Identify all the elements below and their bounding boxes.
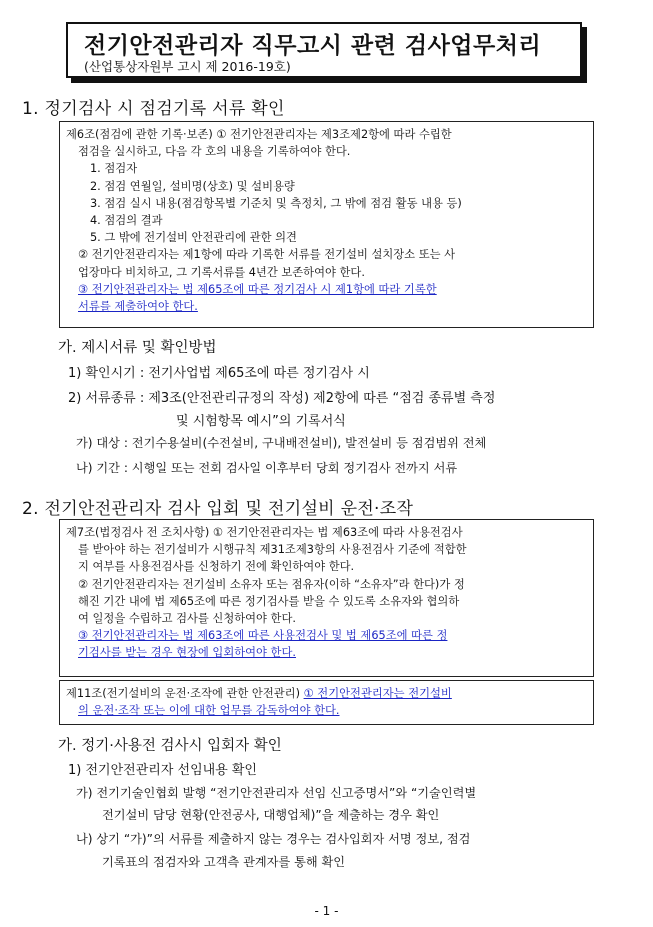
title-box (66, 22, 582, 78)
regulation-line-highlight: ③ 전기안전관리자는 법 제65조에 따른 정기검사 시 제1항에 따라 기록한 (78, 282, 437, 296)
page-subtitle: (산업통상자원부 고시 제 2016-19호) (84, 59, 291, 74)
section-2-item: 전기설비 담당 현황(안전공사, 대행업체)”을 제출하는 경우 확인 (102, 808, 440, 822)
regulation-line: 를 받아야 하는 전기설비가 시행규칙 제31조제3항의 사용전검사 기준에 적합한 (78, 543, 467, 557)
regulation-line: 점검을 실시하고, 다음 각 호의 내용을 기록하여야 한다. (78, 145, 351, 159)
page-number: - 1 - (314, 904, 339, 918)
regulation-line: 제11조(전기설비의 운전·조작에 관한 안전관리) (66, 687, 304, 700)
section-1-item: 및 시험항목 예시”의 기록서식 (176, 414, 346, 429)
regulation-line: 업장마다 비치하고, 그 기록서류를 4년간 보존하여야 한다. (78, 265, 365, 279)
regulation-line: 1. 점검자 (90, 162, 138, 176)
section-2-item: 가) 전기기술인협회 발행 “전기안전관리자 선임 신고증명서”와 “기술인력별 (76, 786, 477, 800)
regulation-line: 지 여부를 사용전검사를 신청하기 전에 확인하여야 한다. (78, 560, 355, 574)
regulation-line-highlight: ③ 전기안전관리자는 법 제63조에 따른 사용전검사 및 법 제65조에 따른 정 (78, 629, 448, 643)
regulation-line: 2. 점검 연월일, 설비명(상호) 및 설비용량 (90, 179, 295, 193)
section-1-regulation-box (59, 121, 594, 328)
regulation-line: 4. 점검의 결과 (90, 214, 163, 228)
section-2-regulation-box-1 (59, 519, 594, 677)
section-1-item: 나) 기간 : 시행일 또는 전회 검사일 이후부터 당회 정기검사 전까지 서류 (76, 461, 458, 475)
regulation-line-highlight: 서류를 제출하여야 한다. (78, 300, 198, 314)
section-1-title: 1. 정기검사 시 점검기록 서류 확인 (22, 99, 285, 119)
section-2-item: 나) 상기 “가)”의 서류를 제출하지 않는 경우는 검사입회자 서명 정보, 점검 (76, 832, 471, 846)
regulation-line: 제6조(점검에 관한 기록·보존) ① 전기안전관리자는 제3조제2항에 따라 수립한 (66, 128, 452, 141)
regulation-line-highlight: ① 전기안전관리자는 전기설비 (303, 687, 452, 700)
section-1-item: 가) 대상 : 전기수용설비(수전설비, 구내배전설비), 발전설비 등 점검범위 전체 (76, 436, 487, 450)
section-2-item: 기록표의 점검자와 고객측 관계자를 통해 확인 (102, 855, 346, 869)
regulation-line: 제7조(법정검사 전 조치사항) ① 전기안전관리자는 법 제63조에 따라 사용전검사 (66, 526, 463, 539)
section-2-subheading: 가. 정기·사용전 검사시 입회자 확인 (58, 738, 282, 754)
section-1-item: 1) 확인시기 : 전기사업법 제65조에 따른 정기검사 시 (68, 366, 370, 381)
regulation-line: 여 일정을 수립하고 검사를 신청하여야 한다. (78, 612, 296, 626)
section-1-subheading: 가. 제시서류 및 확인방법 (58, 340, 217, 356)
regulation-line: ② 전기안전관리자는 제1항에 따라 기록한 서류를 전기설비 설치장소 또는 사 (78, 248, 456, 262)
page-title: 전기안전관리자 직무고시 관련 검사업무처리 (84, 33, 542, 59)
section-1-item: 2) 서류종류 : 제3조(안전관리규정의 작성) 제2항에 따른 “점검 종류별 측정 (68, 391, 496, 406)
regulation-line: 3. 점검 실시 내용(점검항목별 기준치 및 측정치, 그 밖에 점검 활동 내용 등) (90, 196, 462, 210)
regulation-line: ② 전기안전관리자는 전기설비 소유자 또는 점유자(이하 “소유자”라 한다)가 정 (78, 577, 465, 591)
regulation-line: 해진 기간 내에 법 제65조에 따른 정기검사를 받을 수 있도록 소유자와 협의하 (78, 594, 460, 608)
regulation-line: 5. 그 밖에 전기설비 안전관리에 관한 의견 (90, 231, 297, 245)
regulation-line-highlight: 의 운전·조작 또는 이에 대한 업무를 감독하여야 한다. (78, 704, 340, 718)
section-2-item: 1) 전기안전관리자 선임내용 확인 (68, 763, 257, 778)
regulation-line-highlight: 기검사를 받는 경우 현장에 입회하여야 한다. (78, 646, 296, 660)
section-2-regulation-box-2 (59, 680, 594, 725)
section-2-title: 2. 전기안전관리자 검사 입회 및 전기설비 운전·조작 (22, 499, 414, 519)
